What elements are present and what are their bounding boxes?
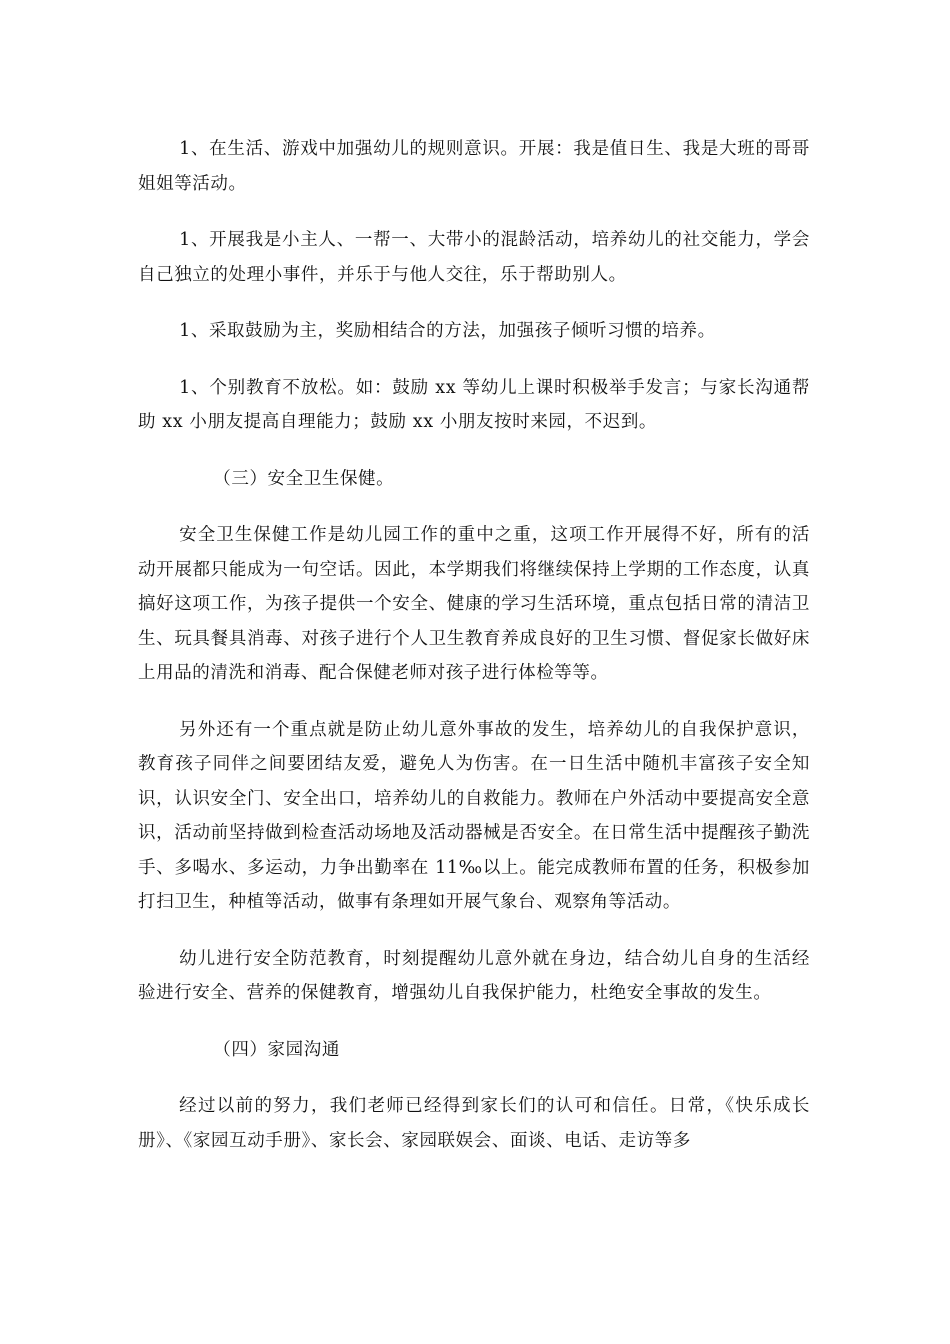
paragraph: 幼儿进行安全防范教育，时刻提醒幼儿意外就在身边，结合幼儿自身的生活经验进行安全、营养的保健教育，增强幼儿自我保护能力，杜绝安全事故的发生。 [138,948,810,1003]
paragraph: 1、在生活、游戏中加强幼儿的规则意识。开展：我是值日生、我是大班的哥哥姐姐等活动。 [138,139,810,194]
paragraph: 安全卫生保健工作是幼儿园工作的重中之重，这项工作开展得不好，所有的活动开展都只能成为一句空话。因此，本学期我们将继续保持上学期的工作态度，认真搞好这项工作，为孩子提供一个安全、健康的学习生活环境，重点包括日常的清洁卫生、玩具餐具消毒、对孩子进行个人卫生教育养成良好的卫生习惯、督促家长做好床上用品的清洗和消毒、配合保健老师对孩子进行体检等等。 [138,525,810,683]
paragraph: 经过以前的努力，我们老师已经得到家长们的认可和信任。日常，《快乐成长册》、《家园互动手册》、家长会、家园联娱会、面谈、电话、走访等多 [138,1096,810,1151]
paragraph: 1、开展我是小主人、一帮一、大带小的混龄活动，培养幼儿的社交能力，学会自己独立的处理小事件，并乐于与他人交往，乐于帮助别人。 [138,230,810,285]
paragraph: 1、个别教育不放松。如：鼓励 xx 等幼儿上课时积极举手发言；与家长沟通帮助 xx 小朋友提高自理能力；鼓励 xx 小朋友按时来园，不迟到。 [138,377,810,432]
paragraph: 另外还有一个重点就是防止幼儿意外事故的发生，培养幼儿的自我保护意识，教育孩子同伴之间要团结友爱，避免人为伤害。在一日生活中随机丰富孩子安全知识，认识安全门、安全出口，培养幼儿的自救能力。教师在户外活动中要提高安全意识，活动前坚持做到检查活动场地及活动器械是否安全。在日常生活中提醒孩子勤洗手、多喝水、多运动，力争出勤率在 11‰以上。能完成教师布置的任务，积极参加打扫卫生，种植等活动，做事有条理如开展气象台、观察角等活动。 [138,719,810,912]
section-heading: （三）安全卫生保健。 [213,468,395,489]
document-body [138,132,810,1180]
paragraph: 1、采取鼓励为主，奖励相结合的方法，加强孩子倾听习惯的培养。 [179,321,716,341]
section-heading: （四）家园沟通 [213,1039,340,1060]
